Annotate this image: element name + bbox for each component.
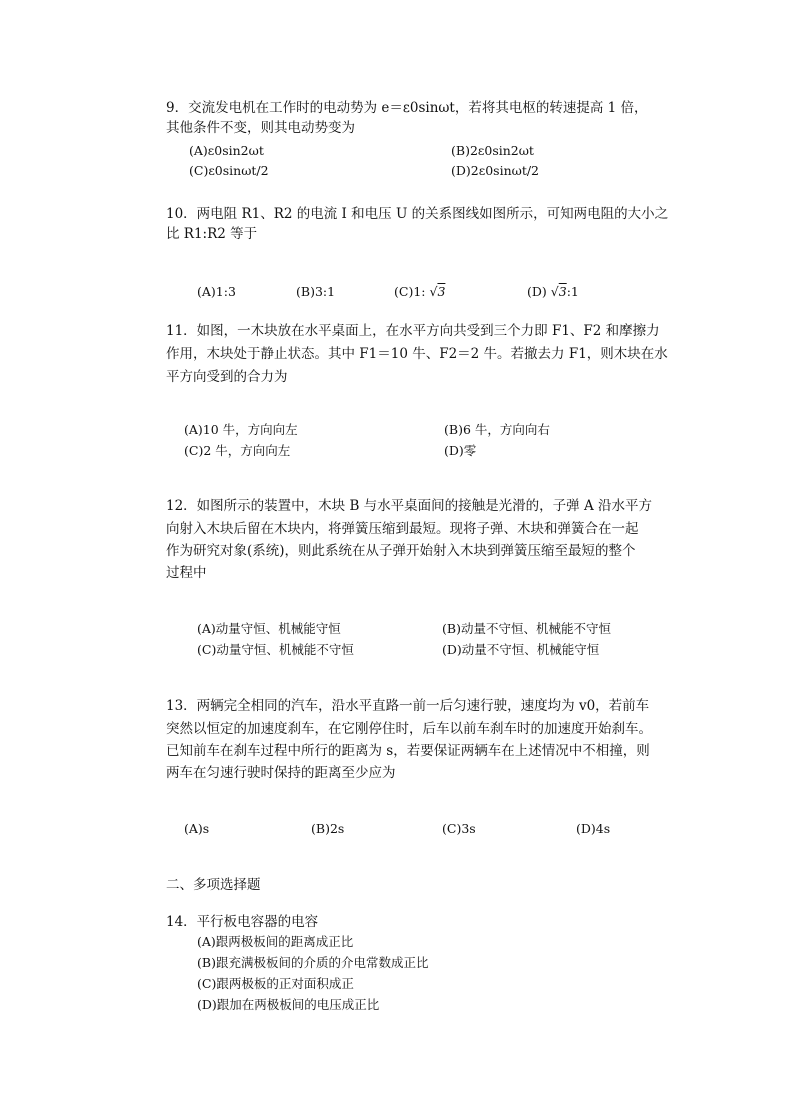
q9-option-d: (D)2ε0sinωt/2 <box>451 163 540 178</box>
q14-option-a: (A)跟两极板间的距离成正比 <box>197 934 354 949</box>
q10-option-b: (B)3:1 <box>296 284 336 299</box>
q11-option-b: (B)6 牛，方向向右 <box>444 422 550 437</box>
q12-line-4: 过程中 <box>166 565 207 581</box>
q14-option-c: (C)跟两极板的正对面积成正 <box>197 976 354 991</box>
q9-line-2: 其他条件不变，则其电动势变为 <box>166 120 355 136</box>
q10-option-d-prefix: (D) <box>527 284 547 299</box>
q12-option-d: (D)动量不守恒、机械能守恒 <box>442 642 600 657</box>
sqrt-symbol: √ <box>550 284 559 299</box>
q10-option-d-suffix: :1 <box>566 284 579 299</box>
q9-option-a: (A)ε0sin2ωt <box>189 143 264 158</box>
q11-option-d: (D)零 <box>444 443 477 458</box>
section-heading: 二、多项选择题 <box>166 877 261 893</box>
q11-option-c: (C)2 牛，方向向左 <box>184 443 291 458</box>
q11-line-3: 平方向受到的合力为 <box>166 369 288 385</box>
q11-option-a: (A)10 牛，方向向左 <box>184 422 298 437</box>
q13-option-d: (D)4s <box>576 821 611 836</box>
q12-line-2: 向射入木块后留在木块内，将弹簧压缩到最短。现将子弹、木块和弹簧合在一起 <box>166 521 639 537</box>
q10-option-c <box>394 283 445 301</box>
q14-option-d: (D)跟加在两极板间的电压成正比 <box>197 997 380 1012</box>
q13-option-a: (A)s <box>184 821 210 836</box>
sqrt-symbol: √ <box>429 284 438 299</box>
q11-line-2: 作用，木块处于静止状态。其中 F1＝10 牛、F2＝2 牛。若撤去力 F1，则木块在水 <box>166 346 668 362</box>
q13-line-4: 两车在匀速行驶时保持的距离至少应为 <box>166 765 396 781</box>
q11-line-1: 11．如图，一木块放在水平桌面上，在水平方向共受到三个力即 F1、F2 和摩擦力 <box>166 323 660 339</box>
sqrt-radicand: 3 <box>437 284 446 299</box>
q9-option-b: (B)2ε0sin2ωt <box>451 143 534 158</box>
q14-option-b: (B)跟充满极板间的介质的介电常数成正比 <box>197 955 429 970</box>
q13-line-2: 突然以恒定的加速度刹车，在它刚停住时，后车以前车刹车时的加速度开始刹车。 <box>166 721 652 737</box>
sqrt-radicand: 3 <box>558 284 567 299</box>
q14-line-1: 14．平行板电容器的电容 <box>166 914 319 930</box>
q12-option-a: (A)动量守恒、机械能守恒 <box>197 621 341 636</box>
q13-option-c: (C)3s <box>442 821 476 836</box>
q13-option-b: (B)2s <box>311 821 345 836</box>
q12-option-c: (C)动量守恒、机械能不守恒 <box>197 642 354 657</box>
q10-option-d <box>527 283 579 301</box>
q12-line-3: 作为研究对象(系统)，则此系统在从子弹开始射入木块到弹簧压缩至最短的整个 <box>166 543 636 559</box>
q13-line-3: 已知前车在刹车过程中所行的距离为 s，若要保证两辆车在上述情况中不相撞，则 <box>166 743 650 759</box>
q12-line-1: 12．如图所示的装置中，木块 B 与水平桌面间的接触是光滑的，子弹 A 沿水平方 <box>166 498 653 514</box>
q12-option-b: (B)动量不守恒、机械能不守恒 <box>442 621 611 636</box>
q9-option-c: (C)ε0sinωt/2 <box>189 163 269 178</box>
q10-line-2: 比 R1:R2 等于 <box>166 226 258 242</box>
q10-option-c-prefix: (C)1: <box>394 284 426 299</box>
q13-line-1: 13．两辆完全相同的汽车，沿水平直路一前一后匀速行驶，速度均为 v0，若前车 <box>166 698 650 714</box>
q9-line-1: 9．交流发电机在工作时的电动势为 e＝ε0sinωt，若将其电枢的转速提高 1 倍， <box>166 100 648 116</box>
q10-option-a: (A)1:3 <box>197 284 236 299</box>
q10-line-1: 10．两电阻 R1、R2 的电流 I 和电压 U 的关系图线如图所示，可知两电阻的大小之 <box>166 206 669 222</box>
